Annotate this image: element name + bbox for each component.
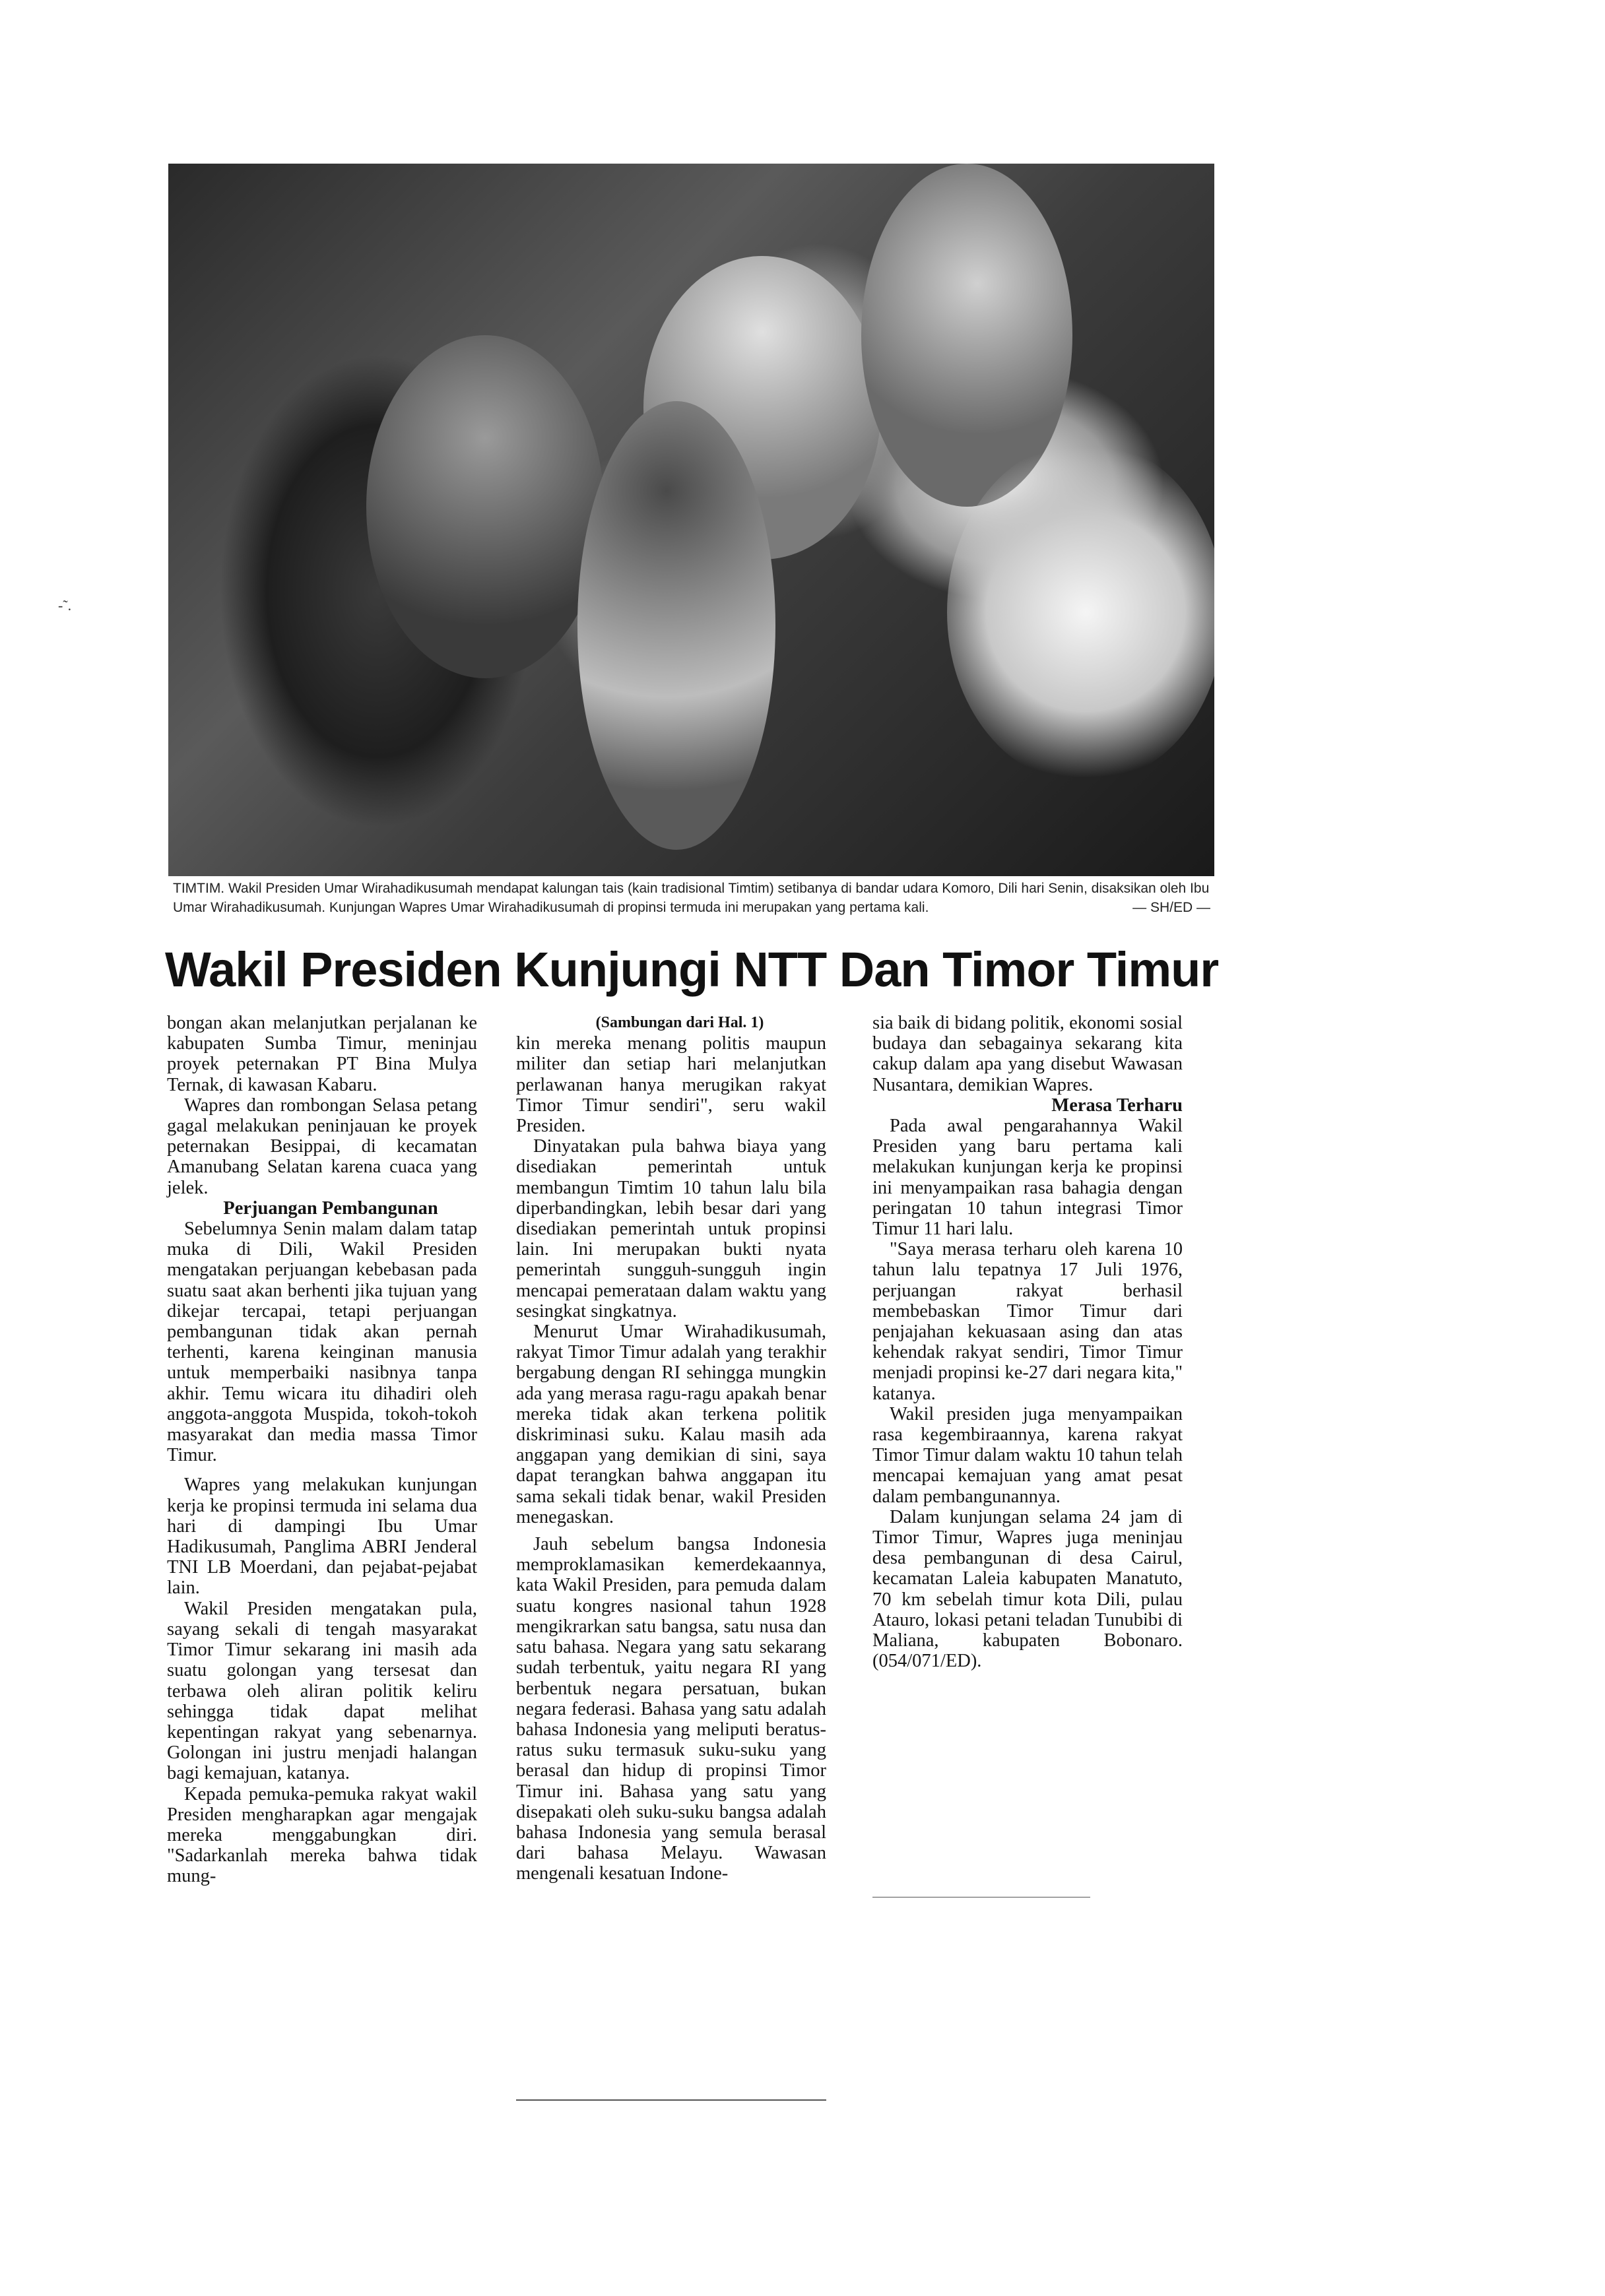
scan-speck: -˜. [58,597,72,614]
continuation-label: (Sambungan dari Hal. 1) [595,1014,764,1031]
paragraph: Kepada pemuka-pemuka rakyat wakil Presiden mengharapkan agar mengajak mereka menggabungkan diri. "Sadarkanlah mereka bahwa tidak mung- [167,1783,477,1887]
article-column-3 [872,1013,1183,1672]
article-column-2 [516,1013,826,1884]
article-column-1 [167,1013,477,1887]
paragraph: Sebelumnya Senin malam dalam tatap muka di Dili, Wakil Presiden mengatakan perjuangan kebebasan pada suatu saat akan berhenti jika tujuan yang dikejar tercapai, tetapi perjuangan pembangunan tidak akan pernah terhenti, karena keinginan manusia untuk memperbaiki nasibnya tanpa akhir. Temu wicara itu dihadiri oleh anggota-anggota Muspida, tokoh-tokoh masyarakat dan media massa Timor Timur. [167,1219,477,1466]
subheading: Merasa Terharu [1051,1095,1183,1116]
paragraph: Dinyatakan pula bahwa biaya yang disediakan pemerintah untuk membangun Timtim 10 tahun lalu bila diperbandingkan, lebih besar dari yang disediakan pemerintah untuk propinsi lain. Ini merupakan bukti nyata pemerintah sungguh-sungguh ingin mencapai pemerataan dalam waktu yang sesingkat singkatnya. [516,1136,826,1322]
photo-caption [173,879,1216,917]
paragraph: Wakil Presiden mengatakan pula, sayang sekali di tengah masyarakat Timor Timur sekarang ini masih ada suatu golongan yang tersesat dan terbawa oleh aliran politik keliru sehingga tidak dapat melihat kepentingan rakyat yang sebenarnya. Golongan ini justru menjadi halangan bagi kemajuan, katanya. [167,1598,477,1784]
paragraph: Menurut Umar Wirahadikusumah, rakyat Timor Timur adalah yang terakhir bergabung dengan RI sehingga mungkin ada yang merasa ragu-ragu apakah benar mereka tidak akan terkena politik diskriminasi suku. Kalau masih ada anggapan yang demikian di sini, saya dapat terangkan bahwa anggapan itu sama sekali tidak benar, wakil Presiden menegaskan. [516,1322,826,1527]
photo-figure-vice-president [366,335,604,678]
subheading: Perjuangan Pembangunan [223,1197,438,1219]
paragraph: Pada awal pengarahannya Wakil Presiden yang baru pertama kali melakukan kunjungan kerja ke propinsi ini menyampaikan rasa bahagia dengan peringatan 10 tahun integrasi Timor Timur 11 hari lalu. [872,1116,1183,1240]
paragraph: "Saya merasa terharu oleh karena 10 tahun lalu tepatnya 17 Juli 1976, perjuangan rakyat berhasil membebaskan Timor Timur dari penjajahan kekuasaan asing dan atas kehendak rakyat sendiri, Timor Timur menjadi propinsi ke-27 dari negara kita," katanya. [872,1239,1183,1404]
paragraph: Dalam kunjungan selama 24 jam di Timor Timur, Wapres juga meninjau desa pembangunan di desa Cairul, kecamatan Laleia kabupaten Manatuto, 70 km sebelah timur kota Dili, pulau Atauro, lokasi petani teladan Tunubibi di Maliana, kabupaten Bobonaro. (054/071/ED). [872,1506,1183,1672]
column-end-rule [516,2099,826,2101]
news-photo [168,164,1214,876]
paragraph: Wakil presiden juga menyampaikan rasa kegembiraannya, karena rakyat Timor Timur dalam waktu 10 tahun telah mencapai kemajuan yang amat pesat dalam pembangunannya. [872,1403,1183,1507]
paragraph: bongan akan melanjutkan perjalanan ke kabupaten Sumba Timur, meninjau proyek peternakan PT Bina Mulya Ternak, di kawasan Kabaru. [167,1013,477,1095]
paragraph: Wapres yang melakukan kunjungan kerja ke propinsi termuda ini selama dua hari di dampingi Ibu Umar Hadikusumah, Panglima ABRI Jenderal TNI LB Moerdani, dan pejabat-pejabat lain. [167,1475,477,1599]
photo-figure-feathers [947,441,1214,784]
paragraph: Jauh sebelum bangsa Indonesia memproklamasikan kemerdekaannya, kata Wakil Presiden, para pemuda dalam suatu kongres nasional tahun 1928 mengikrarkan satu bangsa, satu nusa dan satu bahasa. Negara yang satu sekarang sudah terbentuk, yaitu negara RI yang berbentuk negara persatuan, bukan negara federasi. Bahasa yang satu adalah bahasa Indonesia yang meliputi beratus-ratus suku termasuk suku-suku yang berasal dan hidup di propinsi Timor Timur ini. Bahasa yang satu yang disepakati oleh suku-suku bangsa adalah bahasa Indonesia yang semula berasal dari bahasa Melayu. Wawasan mengenali kesatuan Indone- [516,1534,826,1884]
paragraph: Wapres dan rombongan Selasa petang gagal melakukan peninjauan ke proyek peternakan Besippai, di kecamatan Amanubang Selatan karena cuaca yang jelek. [167,1095,477,1198]
photo-caption-text: TIMTIM. Wakil Presiden Umar Wirahadikusumah mendapat kalungan tais (kain tradisional Timtim) setibanya di bandar udara Komoro, Dili hari Senin, disaksikan oleh Ibu Umar Wirahadikusumah. Kunjungan Wapres Umar Wirahadikusumah di propinsi termuda ini merupakan yang pertama kali. [173,881,1210,915]
headline: Wakil Presiden Kunjungi NTT Dan Timor Timur [165,942,1219,997]
paragraph: sia baik di bidang politik, ekonomi sosial budaya dan sebagainya sekarang kita cakup dalam apa yang disebut Wawasan Nusantara, demikian Wapres. [872,1013,1183,1095]
paragraph: kin mereka menang politis maupun militer dan setiap hari melanjutkan perlawanan hanya merugikan rakyat Timor Timur sendiri", seru wakil Presiden. [516,1033,826,1137]
photo-figure-child [577,401,775,850]
photo-credit: — SH/ED — [1132,900,1210,915]
